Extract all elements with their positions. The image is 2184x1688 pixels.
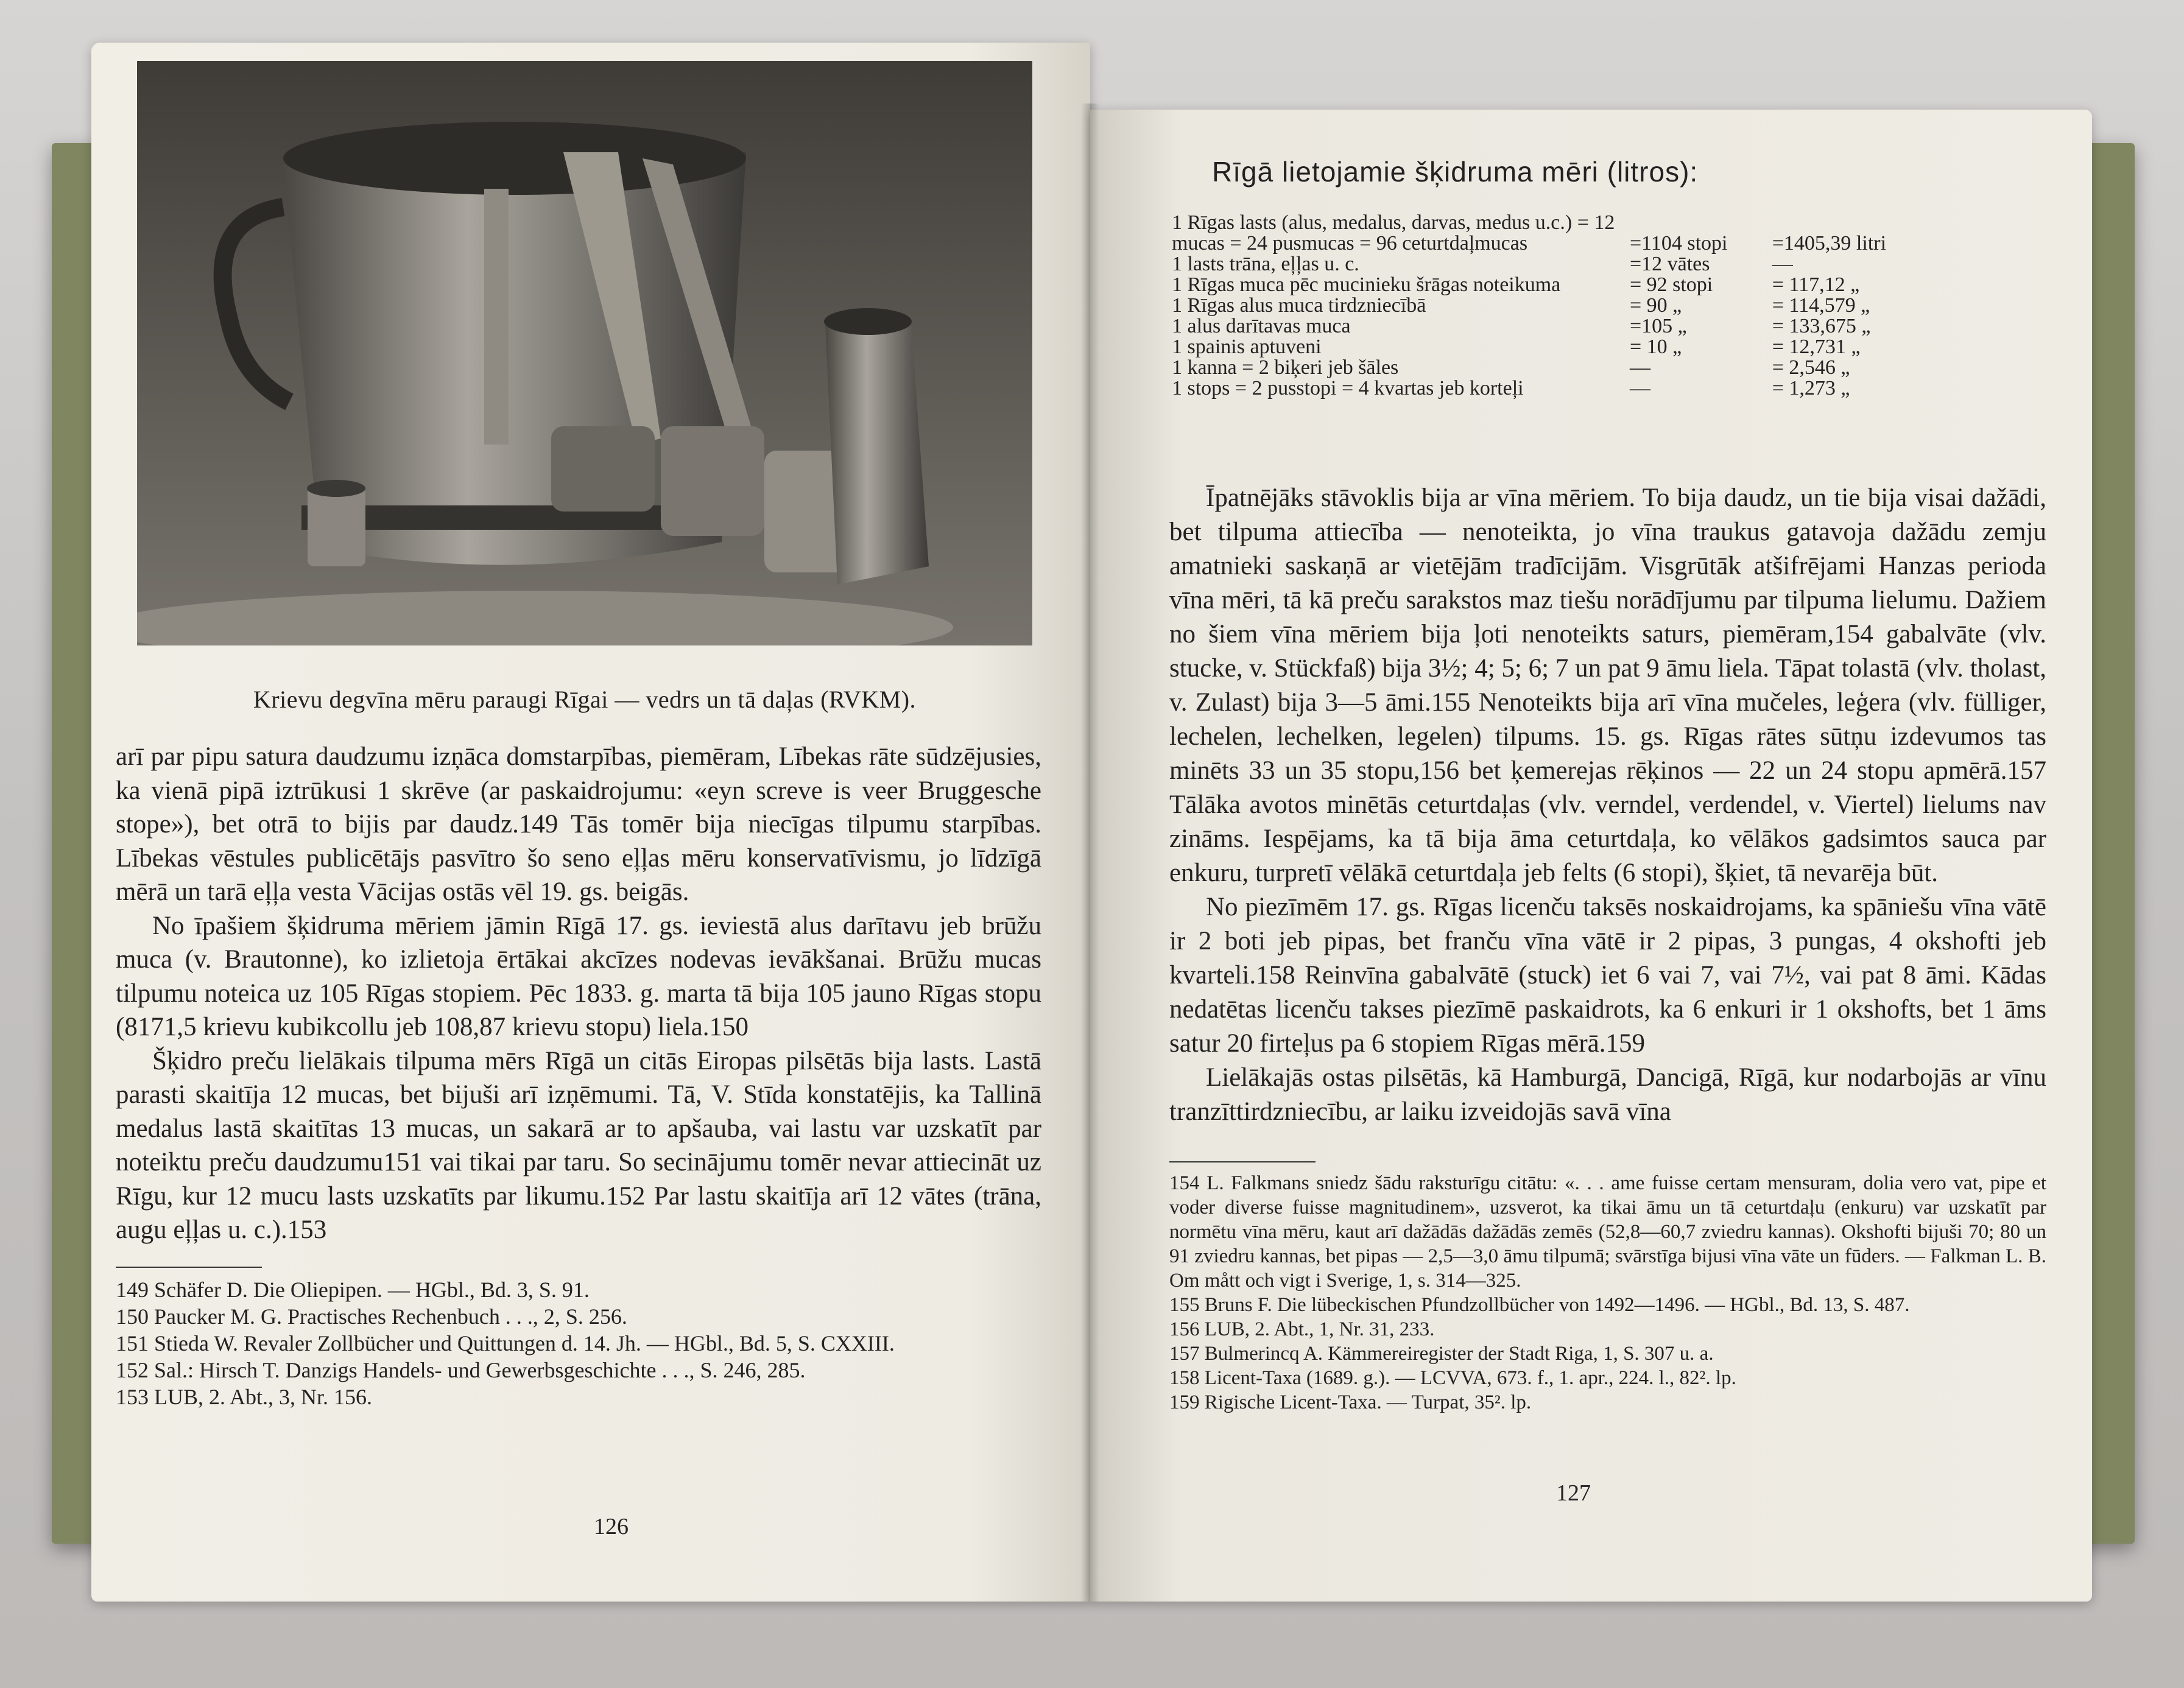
footnote: 156 LUB, 2. Abt., 1, Nr. 31, 233. xyxy=(1169,1318,1435,1340)
table-cell: = 114,579 „ xyxy=(1772,294,1870,317)
table-row xyxy=(1169,337,1931,357)
footnote: 153 LUB, 2. Abt., 3, Nr. 156. xyxy=(116,1384,373,1409)
table-cell: = 133,675 „ xyxy=(1772,315,1871,337)
footnote: 149 Schäfer D. Die Oliepipen. — HGbl., Bd. 3, S. 91. xyxy=(116,1277,590,1302)
table-row xyxy=(1169,378,1931,399)
table-row xyxy=(1169,275,1931,295)
left-page-body xyxy=(116,740,1041,1410)
table-cell: 1 kanna = 2 biķeri jeb šāles xyxy=(1172,356,1399,379)
footnote: 151 Stieda W. Revaler Zollbücher und Quittungen d. 14. Jh. — HGbl., Bd. 5, S. CXXIII. xyxy=(116,1331,895,1356)
table-cell: = 10 „ xyxy=(1629,336,1682,358)
footnote-rule xyxy=(116,1267,262,1268)
paragraph: arī par pipu satura daudzumu izņāca domstarpības, piemēram, Lībekas rāte sūdzējusies, ka vienā pipā iztrūkusi 1 skrēve (ar paskaidrojumu: «eyn screve is veer Bruggesche stope»), bet otrā to bijis par daudz.149 Tās tomēr bija niecīgas tilpumu starpības. Lībekas vēstules publicētājs pasvītro šo seno eļļas mēru konservatīvismu, jo līdzīgā mērā un tarā eļļa vesta Vācijas ostās vēl 19. gs. beigās. xyxy=(116,742,1041,906)
table-row xyxy=(1169,213,1931,254)
right-page-body xyxy=(1169,481,2046,1129)
footnote: 157 Bulmerincq A. Kämmereiregister der Stadt Riga, 1, S. 307 u. a. xyxy=(1169,1343,1714,1365)
table-cell: =1104 stopi xyxy=(1629,232,1728,255)
photo-caption: Krievu degvīna mēru paraugi Rīgai — vedrs un tā daļas (RVKM). xyxy=(253,686,917,713)
page-number-left: 126 xyxy=(594,1514,629,1539)
table-row xyxy=(1169,357,1931,378)
table-title: Rīgā lietojamie šķidruma mēri (litros): xyxy=(1212,156,1699,188)
paragraph: No īpašiem šķidruma mēriem jāmin Rīgā 17. gs. ieviestā alus darītavu jeb brūžu muca (v. Brautonne), ko izlietoja ērtākai akcīzes nodevas ievākšanai. Brūžu mucas tilpumu noteica uz 105 Rīgas stopiem. Pēc 1833. g. marta tā bija 105 jauno Rīgas stopu (8171,5 krievu kubikcollu jeb 108,87 krievu stopu) liela.150 xyxy=(116,911,1041,1041)
table-cell: 1 lasts trāna, eļļas u. c. xyxy=(1172,253,1359,275)
table-cell: = 2,546 „ xyxy=(1772,356,1850,379)
footnote: 150 Paucker M. G. Practisches Rechenbuch . . ., 2, S. 256. xyxy=(116,1304,627,1329)
table-cell: 1 Rīgas muca pēc mucinieku šrāgas noteikuma xyxy=(1172,273,1561,296)
table-cell: =105 „ xyxy=(1629,315,1687,337)
footnote: 158 Licent-Taxa (1689. g.). — LCVVA, 673. f., 1. apr., 224. l., 82². lp. xyxy=(1169,1367,1736,1389)
footnote: 159 Rigische Licent-Taxa. — Turpat, 35². lp. xyxy=(1169,1391,1532,1413)
table-cell: 1 Rīgas lasts (alus, medalus, darvas, medus u.c.) = 12 mucas = 24 pusmucas = 96 ceturtdaļmucas xyxy=(1172,211,1615,255)
footnote: 154 L. Falkmans sniedz šādu raksturīgu citātu: «. . . ame fuisse certam mensuram, dolia vero vat, pipe et voder diverse fuisse magnitudinem», uzsverot, ka tikai āmu un tā ceturtdaļu (enkuru) var uzskatīt par normētu vīna mēru, kaut arī dažādās dažādās zemēs (52,8—60,7 zviedru kannas). Okshofti bijuši 70; 80 un 91 zviedru kannas, bet pipas — 2,5—3,0 āmu tilpumā; svārstīga bijusi vīna vāte un fūders. — Falkman L. B. Om mått och vigt i Sverige, 1, s. 314—325. xyxy=(1169,1172,2046,1292)
table-cell: = 1,273 „ xyxy=(1772,377,1850,399)
footnote: 152 Sal.: Hirsch T. Danzigs Handels- und Gewerbsgeschichte . . ., S. 246, 285. xyxy=(116,1357,806,1382)
left-footnotes xyxy=(116,1276,1041,1410)
table-row xyxy=(1169,295,1931,316)
table-cell: — xyxy=(1629,356,1650,379)
table-cell: 1 spainis aptuveni xyxy=(1172,336,1322,358)
table-cell: = 92 stopi xyxy=(1629,273,1713,296)
right-footnotes-section xyxy=(1169,1142,2046,1415)
table-cell: =12 vātes xyxy=(1629,253,1710,275)
paragraph: Īpatnējāks stāvoklis bija ar vīna mēriem. To bija daudz, un tie bija visai dažādi, bet tilpuma attiecība — nenoteikta, jo vīna traukus gatavoja dažādu zemju amatnieki saskaņā ar vietējām tradīcijām. Visgrūtāk atšifrējami Hanzas perioda vīna mēri, tā kā preču sarakstos maz tiešu norādījumu par tilpuma lielumu. Dažiem no šiem vīna mēriem bija ļoti nenoteikts saturs, piemēram,154 gabalvāte (vlv. stucke, v. Stückfaß) bija 3½; 4; 5; 6; 7 un pat 9 āmu liela. Tāpat tolastā (vlv. tholast, v. Zulast) bija 3—5 āmi.155 Nenoteikts bija arī vīna mučeles, leģera (vlv. fülliger, lechelen, lechelken, legelen) tilpums. 15. gs. Rīgas rātes sūtņu izdevumos tas minēts 33 un 35 stopu,156 bet ķemerejas rēķinos — 22 un 24 stopu apmērā.157 Tālāka avotos minētās ceturtdaļas (vlv. verndel, verdendel, v. Viertel) lielums nav zināms. Iespējams, ka tā bija āma ceturtdaļa, ko vēlākos gadsimtos sauca par enkuru, turpretī vēlākā ceturtdaļa jeb felts (6 stopi), šķiet, tā nevarēja būt. xyxy=(1169,484,2046,887)
table-cell: = 90 „ xyxy=(1629,294,1682,317)
table-cell: — xyxy=(1629,377,1650,399)
paragraph: No piezīmēm 17. gs. Rīgas licenču taksēs noskaidrojams, ka spāniešu vīna vātē ir 2 boti jeb pipas, bet franču vīna vātē ir 2 pipas, 3 pungas, 4 okshofti jeb kvarteli.158 Reinvīna gabalvātē (stuck) iet 6 vai 7, vai 7½, vai pat 8 āmi. Kādas nedatētas licenču takses piezīmē paskaidrots, ka 6 enkuri ir 1 okshofts, bet 1 āms satur 20 firteļus pa 6 stopiem Rīgas mērā.159 xyxy=(1169,893,2046,1058)
table-cell: = 117,12 „ xyxy=(1772,273,1860,296)
book-spine xyxy=(1081,104,1099,1602)
right-footnotes xyxy=(1169,1171,2046,1415)
table-cell: — xyxy=(1772,253,1793,275)
measures-table-section xyxy=(1157,155,2052,399)
footnote-rule xyxy=(1169,1161,1316,1162)
table-cell: 1 Rīgas alus muca tirdzniecībā xyxy=(1172,294,1426,317)
table-cell: =1405,39 litri xyxy=(1772,232,1887,255)
table-cell: = 12,731 „ xyxy=(1772,336,1861,358)
footnote: 155 Bruns F. Die lübeckischen Pfundzollbücher von 1492—1496. — HGbl., Bd. 13, S. 487. xyxy=(1169,1294,1910,1316)
table-cell: 1 stops = 2 pusstopi = 4 kvartas jeb korteļi xyxy=(1172,377,1524,399)
vessel-photograph xyxy=(137,61,1032,645)
measures-table xyxy=(1169,213,1931,399)
table-cell: 1 alus darītavas muca xyxy=(1172,315,1351,337)
paragraph: Šķidro preču lielākais tilpuma mērs Rīgā un citās Eiropas pilsētās bija lasts. Lastā parasti skaitīja 12 mucas, bet bijuši arī izņēmumi. Tā, V. Stīda konstatējis, ka Tallinā medalus lastā skaitītas 13 mucas, un sakarā ar to apšauba, vai lastu var uzskatīt par noteiktu preču daudzumu151 vai tikai par taru. So secinājumu tomēr nevar attiecināt uz Rīgu, kur 12 mucu lasts uzskatīts par likumu.152 Par lastu skaitīja arī 12 vātes (trāna, augu eļļas u. c.).153 xyxy=(116,1046,1041,1244)
table-row xyxy=(1169,254,1931,275)
page-number-right: 127 xyxy=(1556,1480,1591,1506)
table-row xyxy=(1169,316,1931,337)
paragraph: Lielākajās ostas pilsētās, kā Hamburgā, Dancigā, Rīgā, kur nodarbojās ar vīnu tranzīttirdzniecību, ar laiku izveidojās savā vīna xyxy=(1169,1063,2046,1126)
